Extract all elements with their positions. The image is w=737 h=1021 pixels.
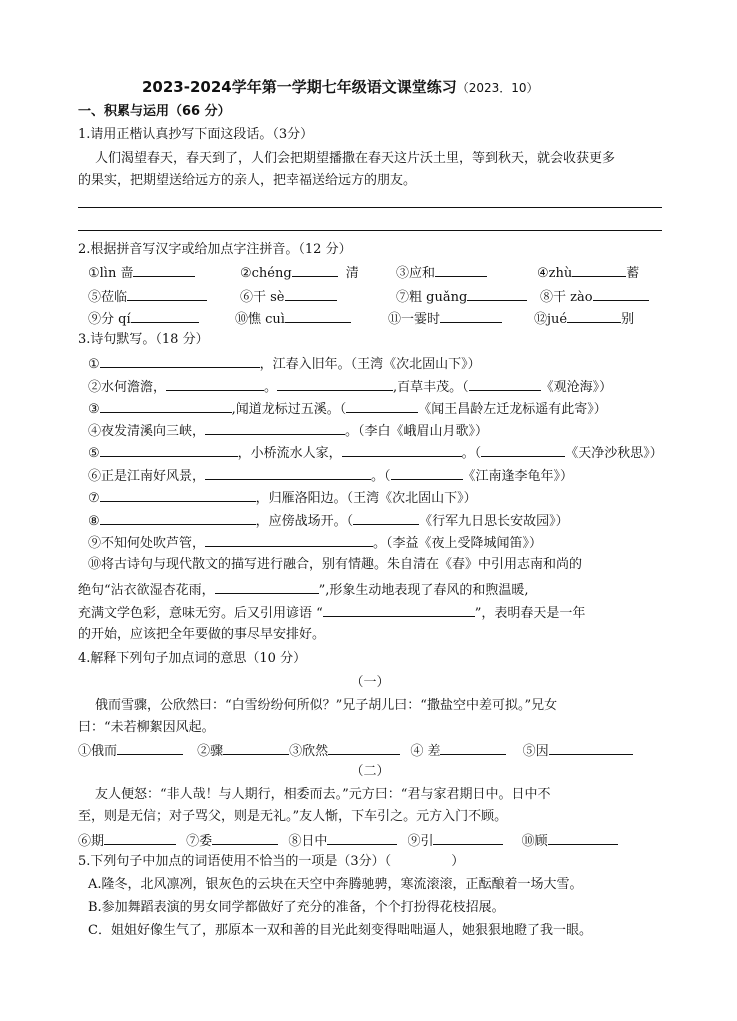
poem-line: ②水何澹澹， 。 ,百草丰茂。（ 《观沧海》）: [88, 377, 612, 395]
answer-blank[interactable]: [467, 287, 527, 301]
answer-blank[interactable]: [327, 831, 397, 845]
answer-blank[interactable]: [100, 443, 238, 457]
poem-paragraph: 充满文学色彩，意味无穷。后又引用谚语 “ ”，表明春天是一年: [78, 603, 585, 621]
answer-blank[interactable]: [100, 511, 256, 525]
pinyin-item: ⑨分 qí: [88, 309, 199, 327]
answer-blank[interactable]: [223, 741, 289, 755]
answer-blank[interactable]: [292, 263, 338, 277]
question-4-heading: 4.解释下列句子加点词的意思（10 分）: [78, 651, 307, 666]
answer-blank[interactable]: [215, 580, 319, 594]
passage-number: （二）: [350, 764, 390, 779]
answer-blank[interactable]: [323, 603, 475, 617]
answer-blank[interactable]: [440, 309, 502, 323]
classical-passage: 曰：“未若柳絮因风起。: [78, 720, 215, 735]
classical-passage: 至，则是无信；对子骂父，则是无礼。”友人惭，下车引之。元方入门不顾。: [78, 809, 508, 824]
pinyin-item: ⑥干 sè: [240, 287, 337, 305]
answer-blank[interactable]: [549, 741, 633, 755]
question-1-text: 的果实，把期望送给远方的亲人，把幸福送给远方的朋友。: [78, 173, 417, 188]
poem-line: ⑥正是江南好风景， 。（ 《江南逢李龟年》）: [88, 466, 573, 484]
answer-blank[interactable]: [346, 399, 418, 413]
question-1-text: 人们渴望春天，春天到了，人们会把期望播撒在春天这片沃土里，等到秋天，就会收获更多: [95, 151, 616, 166]
question-5-heading: 5.下列句子中加点的词语使用不恰当的一项是（3分）（ ）: [78, 854, 465, 869]
answer-blank[interactable]: [481, 443, 565, 457]
word-blank-row: ①俄而 ②骤 ③欣然 ④ 差 ⑤因: [78, 741, 633, 759]
answer-blank[interactable]: [277, 377, 393, 391]
answer-blank[interactable]: [353, 511, 419, 525]
pinyin-item: ⑪一霎时: [388, 309, 502, 327]
poem-line: ③ ,闻道龙标过五溪。（ 《闻王昌龄左迁龙标遥有此寄》）: [88, 399, 607, 417]
pinyin-item: ⑤莅临: [88, 287, 207, 305]
pinyin-item: ③应和: [396, 263, 487, 281]
answer-blank[interactable]: [212, 831, 278, 845]
pinyin-item: ④zhù 蓄: [537, 263, 639, 281]
answer-blank[interactable]: [572, 263, 626, 277]
option-c: C．姐姐好像生气了，那原本一双和善的目光此刻变得咄咄逼人，她狠狠地瞪了我一眼。: [88, 923, 592, 938]
poem-line: ⑨不知何处吹芦管， 。（李益《夜上受降城闻笛》）: [88, 533, 542, 551]
answer-blank[interactable]: [133, 263, 195, 277]
answer-blank[interactable]: [285, 287, 337, 301]
answer-blank[interactable]: [285, 309, 351, 323]
answer-blank[interactable]: [205, 533, 373, 547]
poem-line: ④夜发清溪向三峡， 。（李白《峨眉山月歌》）: [88, 421, 488, 439]
poem-paragraph: 绝句“沾衣欲湿杏花雨， ”,形象生动地表现了春风的和煦温暖,: [78, 580, 529, 598]
poem-line: ⑧ ，应傍战场开。（ 《行军九日思长安故园》）: [88, 511, 569, 529]
pinyin-item: ②chéng 清: [240, 263, 359, 281]
writing-line[interactable]: [78, 230, 662, 231]
option-a: A.隆冬，北风凛冽，银灰色的云块在天空中奔腾驰骋，寒流滚滚，正酝酿着一场大雪。: [88, 877, 583, 892]
answer-blank[interactable]: [567, 309, 621, 323]
answer-blank[interactable]: [328, 741, 400, 755]
answer-blank[interactable]: [593, 287, 649, 301]
answer-blank[interactable]: [127, 287, 207, 301]
pinyin-item: ⑩憔 cuì: [235, 309, 351, 327]
answer-blank[interactable]: [435, 263, 487, 277]
answer-blank[interactable]: [131, 309, 199, 323]
poem-paragraph: 的开始，应该把全年要做的事尽早安排好。: [78, 627, 326, 642]
word-blank-row: ⑥期 ⑦委 ⑧日中 ⑨引 ⑩顾: [78, 831, 618, 849]
passage-number: （一）: [350, 675, 390, 690]
answer-blank[interactable]: [440, 741, 506, 755]
answer-blank[interactable]: [433, 831, 503, 845]
poem-line: ① ，江春入旧年。（王湾《次北固山下》）: [88, 354, 481, 372]
answer-blank[interactable]: [117, 741, 183, 755]
answer-blank[interactable]: [166, 377, 264, 391]
answer-blank[interactable]: [104, 831, 176, 845]
pinyin-item: ①lìn 啬: [88, 263, 195, 281]
option-b: B.参加舞蹈表演的男女同学都做好了充分的准备，个个打扮得花枝招展。: [88, 900, 505, 915]
answer-blank[interactable]: [205, 421, 345, 435]
poem-line: ⑤ ，小桥流水人家， 。（ 《天净沙秋思》）: [88, 443, 663, 461]
answer-blank[interactable]: [548, 831, 618, 845]
answer-blank[interactable]: [100, 399, 232, 413]
answer-blank[interactable]: [100, 488, 256, 502]
section-heading: 一、积累与运用（66 分）: [78, 104, 231, 119]
answer-blank[interactable]: [469, 377, 541, 391]
classical-passage: 俄而雪骤，公欣然曰：“白雪纷纷何所似？”兄子胡儿曰：“撒盐空中差可拟。”兄女: [95, 698, 558, 713]
poem-line: ⑦ ，归雁洛阳边。（王湾《次北固山下》）: [88, 488, 477, 506]
question-3-heading: 3.诗句默写。（18 分）: [78, 332, 209, 347]
question-2-heading: 2.根据拼音写汉字或给加点字注拼音。（12 分）: [78, 242, 352, 257]
answer-blank[interactable]: [391, 466, 463, 480]
page-title: 2023-2024学年第一学期七年级语文课堂练习（2023．10）: [142, 78, 539, 96]
classical-passage: 友人便怒：“非人哉！与人期行，相委而去。”元方曰：“君与家君期日中。日中不: [95, 787, 551, 802]
answer-blank[interactable]: [100, 354, 260, 368]
answer-blank[interactable]: [342, 443, 462, 457]
pinyin-item: ⑫jué 别: [534, 309, 634, 327]
poem-paragraph: ⑩将古诗句与现代散文的描写进行融合，别有情趣。朱自清在《春》中引用志南和尚的: [88, 557, 583, 572]
answer-blank[interactable]: [205, 466, 371, 480]
writing-line[interactable]: [78, 207, 662, 208]
pinyin-item: ⑦粗 guǎng: [396, 287, 527, 305]
pinyin-item: ⑧干 zào: [540, 287, 649, 305]
question-1-heading: 1.请用正楷认真抄写下面这段话。（3分）: [78, 127, 314, 142]
